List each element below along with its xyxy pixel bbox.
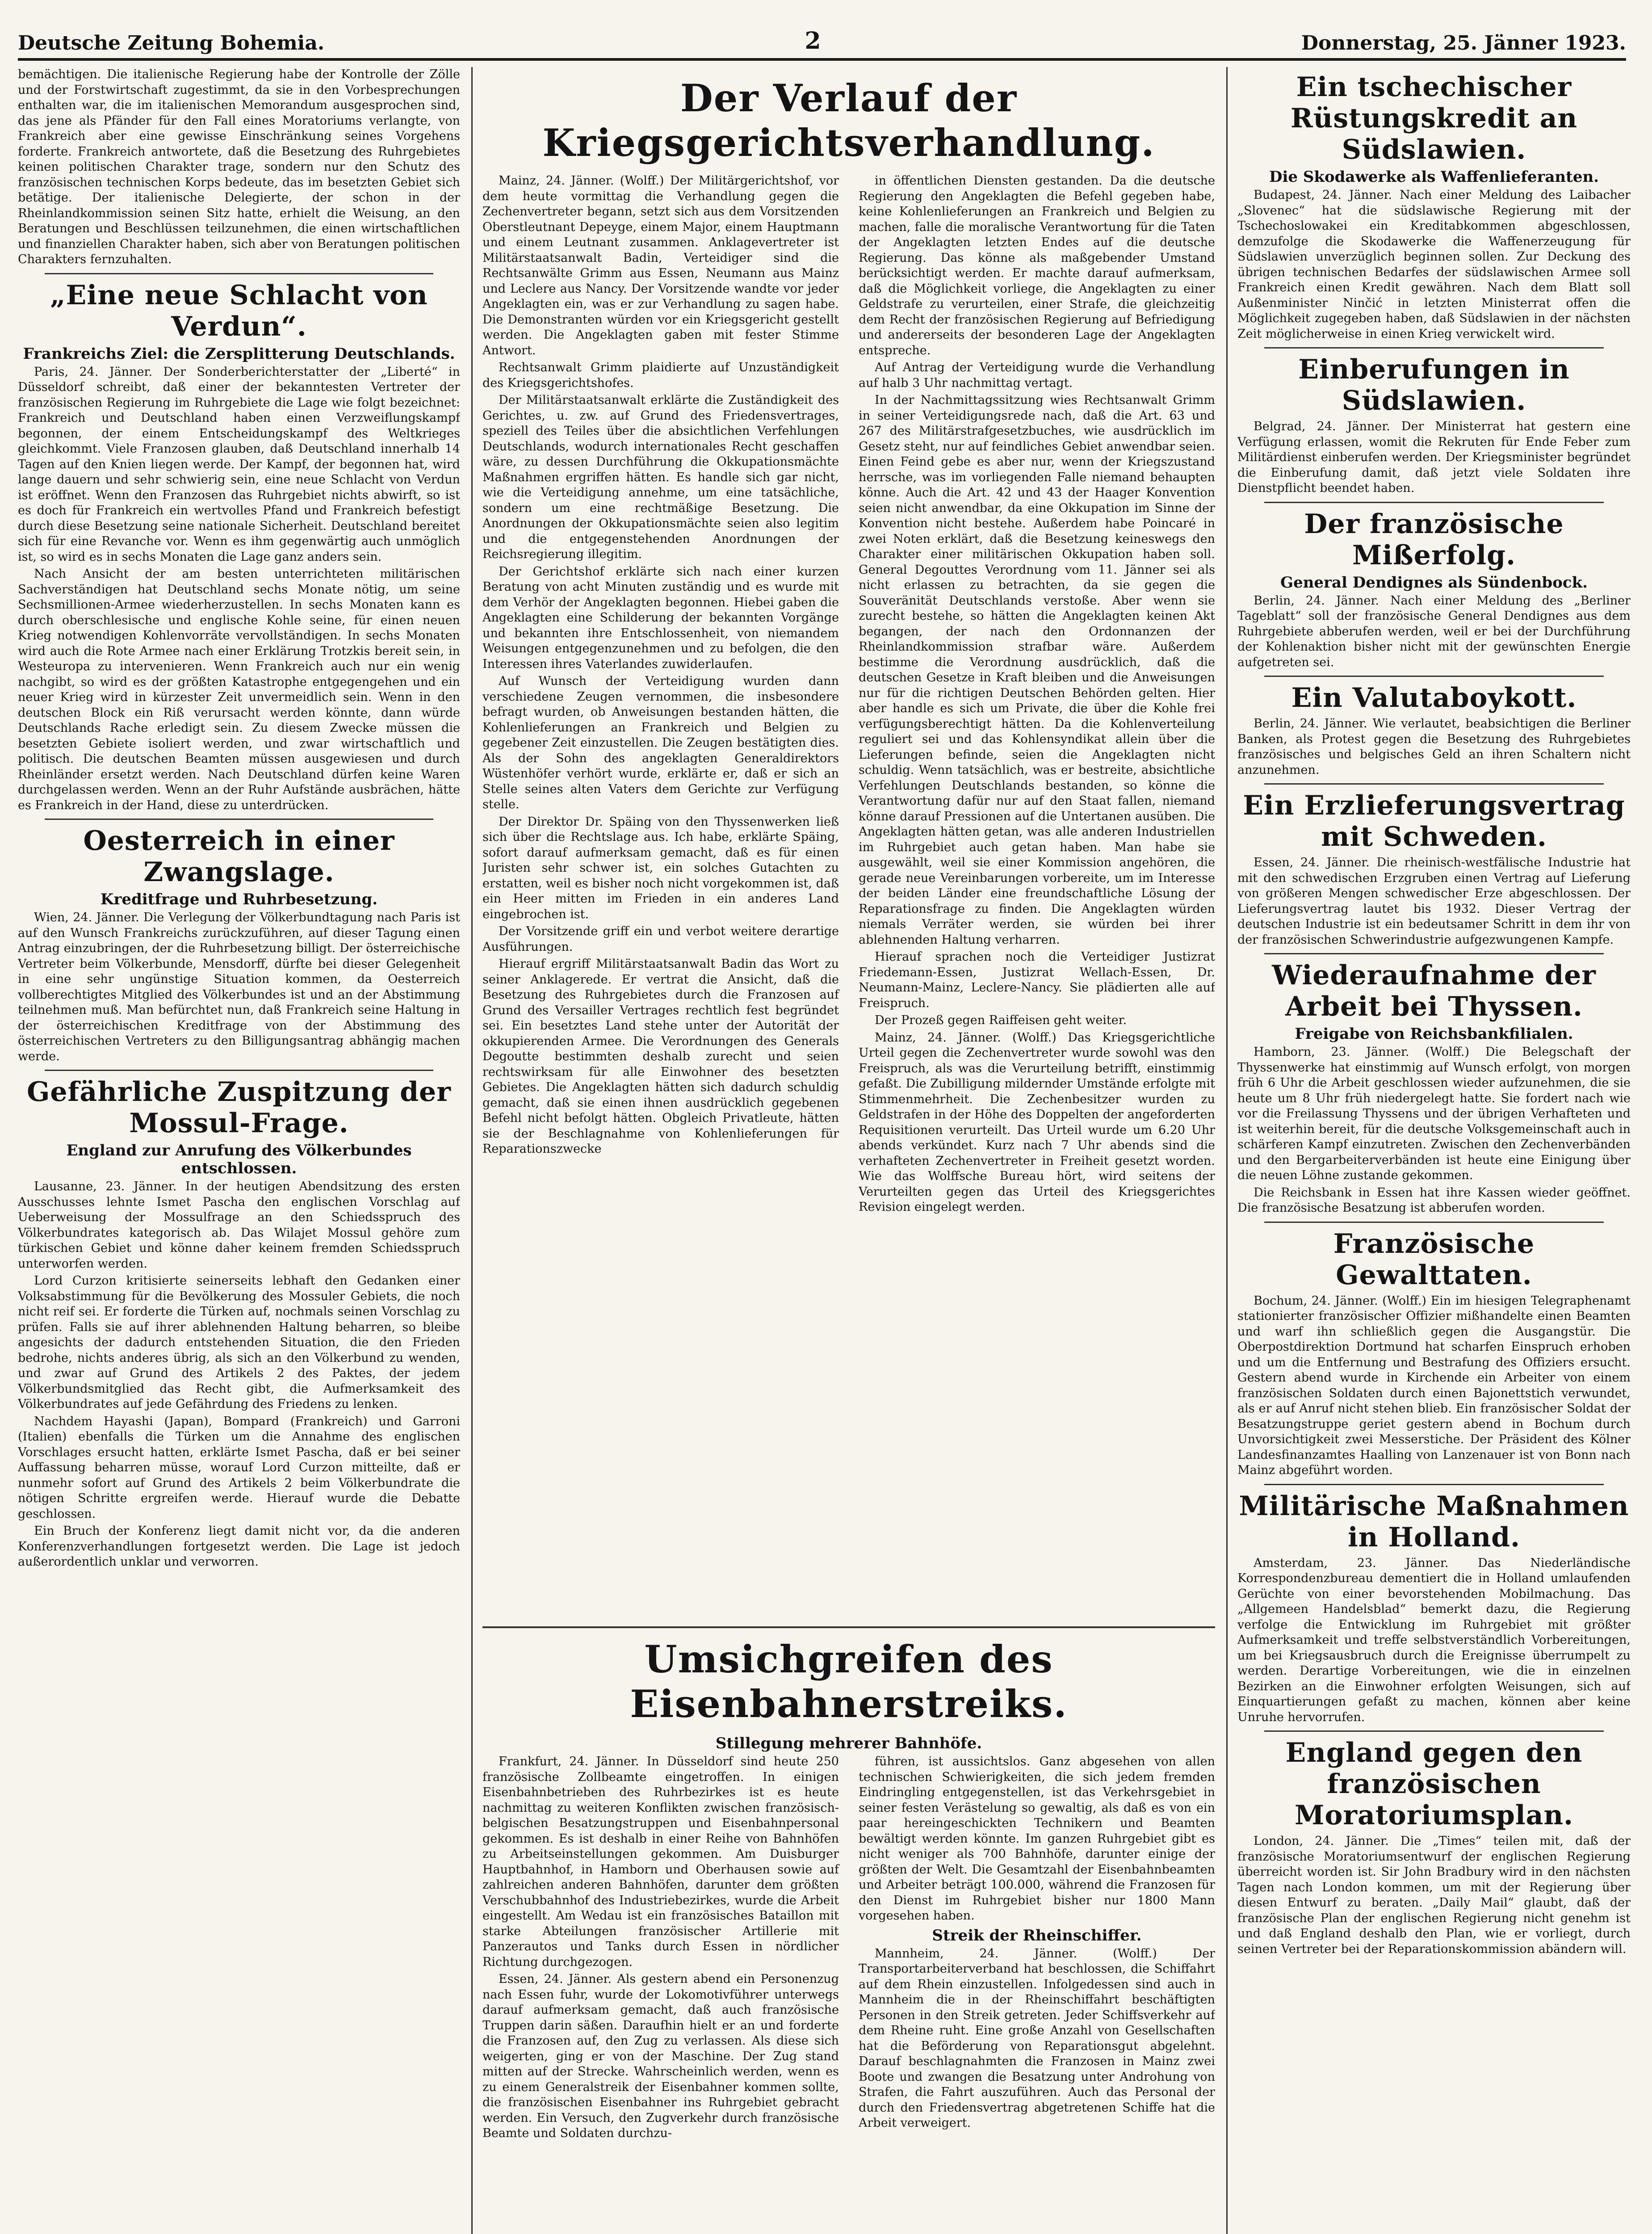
- article-title: Gefährliche Zuspitzung der Mossul-Frage.: [27, 1076, 451, 1139]
- article-text: Berlin, 24. Jänner. Wie verlautet, beabsichtigen die Berliner Banken, als Protest gegen die Besetzung des Ruhrgebietes französisches und belgisches Geld an ihren Schaltern nicht anzunehmen.: [1237, 717, 1631, 777]
- article-separator: [1264, 502, 1604, 503]
- article-text: Der Direktor Dr. Späing von den Thyssenwerken ließ sich über die Rechtslage aus. Ich habe, erklärte Späing, sofort darauf aufmerksam gemacht, daß es für einen Juristen sehr schwer ist, ein solches Gutachten zu erstatten, weil es bisher noch nicht vorgekommen ist, daß ein Heer mitten im Frieden in ein anderes Land eingebrochen ist.: [482, 815, 839, 921]
- article-text: Essen, 24. Jänner. Die rheinisch-westfälische Industrie hat mit den schwedischen Erzgruben einen Vertrag auf Lieferung von größeren Mengen schwedischer Erze abgeschlossen. Der Lieferungsvertrag lautet bis 1932. Dieser Vertrag der deutschen Industrie ist ein bedeutsamer Schritt in dem ihr von der französischen Schwerindustrie aufgezwungenen Kampfe.: [1237, 856, 1631, 947]
- main-article: [482, 67, 1215, 1608]
- article-title: Ein Erzlieferungsvertrag mit Schweden.: [1243, 790, 1625, 852]
- article-subtitle: General Dendignes als Sündenbock.: [1280, 573, 1588, 592]
- article-separator: [1264, 676, 1604, 677]
- article-separator: [1264, 1222, 1604, 1223]
- article-separator: [1264, 1730, 1604, 1732]
- article-title: Der französische Mißerfolg.: [1304, 508, 1564, 571]
- article-subtitle: Streik der Rheinschiffer.: [932, 1926, 1142, 1944]
- article-title: Militärische Maßnahmen in Holland.: [1239, 1490, 1629, 1553]
- article-text: Frankfurt, 24. Jänner. In Düsseldorf sind heute 250 französische Zollbeamte eingetroffen. In einigen Eisenbahnbetrieben des Ruhrbezirkes ist es heute nachmittag zu weiteren Konflikten zwischen französisch-belgischen Besatzungstruppen und Eisenbahnpersonal gekommen. Es ist deshalb in einer Reihe von Bahnhöfen zu Arbeitseinstellungen gekommen. Am Duisburger Hauptbahnhof, in Hamborn und Oberhausen sowie auf zahlreichen anderen Bahnhöfen, darunter dem größten Verschubbahnhof des Industriebezirkes, wurde die Arbeit eingestellt. Am Wedau ist ein französisches Bataillon mit starke Abteilungen französischer Artillerie mit Panzerautos und Tanks durch Essen in nördlicher Richtung durchgezogen.: [482, 1755, 839, 1969]
- article-separator: [45, 1070, 433, 1071]
- article-text: Mannheim, 24. Jänner. (Wolff.) Der Transportarbeiterverband hat beschlossen, die Schiffahrt auf dem Rhein einzustellen. Infolgedessen sind auch in Mannheim die in der Rheinschiffahrt beschäftigten Personen in den Streik getreten. Jeder Schiffsverkehr auf dem Rheine ruht. Eine große Anzahl von Gesellschaften hat die Beförderung von Reparationsgut abgelehnt. Darauf beschlagnahmten die Franzosen in Mainz zwei Boote und zwangen die Besatzung unter Androhung von Strafen, die Fahrt auszuführen. Auch das Personal der durch den Friedensvertrag abgetretenen Schiffe hat die Arbeit verweigert.: [859, 1946, 1215, 2130]
- article-text: Der Gerichtshof erklärte sich nach einer kurzen Beratung von acht Minuten zuständig und es wurde mit dem Verhör der Angeklagten begonnen. Hiebei gaben die Angeklagten eine Schilderung der bekannten Vorgänge und bekannten ihre Entschlossenheit, von niemandem Weisungen entgegenzunehmen und zu befolgen, die den Interessen ihres Vaterlandes zuwiderlaufen.: [482, 564, 839, 671]
- article-text: Berlin, 24. Jänner. Nach einer Meldung des „Berliner Tageblatt“ soll der französische General Dendignes aus dem Ruhrgebiete abberufen werden, weil er bei der Durchführung der Kohlenaktion bisher nicht mit der gewünschten Energie aufgetreten sei.: [1237, 593, 1631, 669]
- article-separator: [1264, 1484, 1604, 1485]
- article-title: England gegen den französischen Moratoriumsplan.: [1285, 1737, 1583, 1831]
- strike-article: [482, 1626, 1215, 2234]
- article-text: Der Militärstaatsanwalt erklärte die Zuständigkeit des Gerichtes, u. zw. auf Grund des Friedensvertrages, speziell des Teiles über die absichtlichen Verfehlungen Deutschlands, wodurch internationales Recht geschaffen wäre, zu dessen Durchführung die Okkupationsmächte Maßnahmen ergriffen hätten. Es handle sich gar nicht, wie die Verteidigung annehme, um eine tatsächliche, sondern um eine rechtmäßige Besetzung. Die Anordnungen der Okkupationsmächte seien also legitim und die entgegenstehenden Anordnungen der Reichsregierung illegitim.: [482, 393, 839, 561]
- main-article-column-a: [482, 173, 839, 1217]
- header-paper-name: Deutsche Zeitung Bohemia.: [18, 32, 325, 55]
- article-text: Der Vorsitzende griff ein und verbot weitere derartige Ausführungen.: [482, 924, 839, 954]
- article-separator: [1264, 347, 1604, 349]
- strike-article-column-a: [482, 1754, 839, 2143]
- article-text: Lausanne, 23. Jänner. In der heutigen Abendsitzung des ersten Ausschusses lehnte Ismet Pascha den englischen Vorschlag auf Ueberweisung der Mossulfrage an den Schiedsspruch des Völkerbundrates kategorisch ab. Das Wilajet Mossul gehöre zum türkischen Gebiet und könne daher keinem fremden Schiedsspruch unterworfen werden.: [18, 1180, 460, 1271]
- main-article-body: [482, 173, 1215, 1217]
- article-text: Hierauf sprachen noch die Verteidiger Justizrat Friedemann-Essen, Justizrat Wellach-Essen, Dr. Neumann-Mainz, Leclere-Nancy. Sie plädierten alle auf Freispruch.: [859, 950, 1215, 1010]
- main-article-title: Der Verlauf der Kriegsgerichtsverhandlung.: [542, 76, 1155, 165]
- article-title: Ein tschechischer Rüstungskredit an Südslawien.: [1290, 71, 1578, 165]
- article-text: Essen, 24. Jänner. Als gestern abend ein Personenzug nach Essen fuhr, wurde der Lokomotivführer unterwegs darauf aufmerksam gemacht, daß auch französische Truppen darin säßen. Daraufhin hielt er an und forderte die Franzosen auf, den Zug zu verlassen. Als diese sich weigerten, ging er von der Maschine. Der Zug stand mitten auf der Strecke. Wahrscheinlich werden, wenn es zu einem Generalstreik der Eisenbahner kommen sollte, die französischen Eisenbahner ins Ruhrgebiet gebracht werden. Ein Versuch, den Zugverkehr durch französische Beamte und Soldaten durchzu-: [482, 1972, 839, 2140]
- article-title: Französische Gewalttaten.: [1333, 1228, 1535, 1291]
- article-title: „Eine neue Schlacht von Verdun“.: [50, 279, 428, 342]
- main-article-column-b: [859, 173, 1215, 1217]
- article-separator: [45, 819, 433, 820]
- article-title: Ein Valutaboykott.: [1291, 682, 1577, 714]
- article-separator: [1264, 783, 1604, 785]
- column-rule: [1226, 67, 1228, 2234]
- column-rule: [471, 67, 473, 2234]
- article-title: Wiederaufnahme der Arbeit bei Thyssen.: [1272, 960, 1596, 1022]
- article-text: führen, ist aussichtslos. Ganz abgesehen von allen technischen Schwierigkeiten, die sich jedem fremden Eindringling entgegenstellen, ist das Verkehrsgebiet in seiner festen Verästelung so gewaltig, als daß es von ein paar hereingeschickten Technikern und Beamten bewältigt werden könnte. Im ganzen Ruhrgebiet gibt es nicht weniger als 700 Bahnhöfe, darunter einige der größten der Welt. Die Gesamtzahl der Eisenbahnbeamten und Arbeiter beträgt 100.000, während die Franzosen für den Dienst im Ruhrgebiet bisher nur 1800 Mann vorgesehen haben.: [859, 1755, 1215, 1923]
- article-title: Oesterreich in einer Zwangslage.: [83, 825, 395, 888]
- strike-article-subtitle: Stillegung mehrerer Bahnhöfe.: [715, 1734, 982, 1752]
- article-text: bemächtigen. Die italienische Regierung habe der Kontrolle der Zölle und der Forstwirtschaft zugestimmt, da sie in den Vorbesprechungen enthalten war, die im italienischen Memorandum ausgesprochen sind, das jene als Pfänder für den Fall eines Moratoriums verlangte, von Frankreich aber eine gewisse Einschränkung seines Vorgehens forderte. Frankreich antwortete, daß die Besetzung des Ruhrgebietes keinen politischen Charakter trage, sondern nur den Schutz des französischen technischen Korps bedeute, das im besetzten Gebiet sich betätige. Der italienische Delegierte, der schon in der Rheinlandkommission seinen Sitz hatte, erhielt die Weisung, an den Beratungen und Beschlüssen teilzunehmen, die einen wirtschaftlichen und finanziellen Charakter haben, sich aber von Beratungen politischen Charakters fernzuhalten.: [18, 67, 460, 266]
- article-subtitle: Kreditfrage und Ruhrbesetzung.: [100, 890, 378, 908]
- article-text: Budapest, 24. Jänner. Nach einer Meldung des Laibacher „Slovenec“ hat die südslawische Regierung mit der Tschechoslowakei ein Kreditabkommen abgeschlossen, demzufolge die Skodawerke die Waffenerzeugung für Südslawien unverzüglich beginnen sollen. Zur Deckung des übrigen technischen Bedarfes der südslawischen Armee soll Frankreich einen Kredit gewähren. Nach dem Blatt soll Außenminister Ninčić in letzten Ministerrat offen die Möglichkeit zugegeben haben, daß Südslawien in der nächsten Zeit möglicherweise in einen Krieg verwickelt wird.: [1237, 188, 1631, 341]
- article-text: Belgrad, 24. Jänner. Der Ministerrat hat gestern eine Verfügung erlassen, womit die Rekruten für Ende Feber zum Militärdienst einberufen werden. Der Kriegsminister begründet die Einberufung damit, daß jetzt viele Soldaten ihre Dienstpflicht beendet haben.: [1237, 420, 1631, 495]
- article-text: Die Reichsbank in Essen hat ihre Kassen wieder geöffnet. Die französische Besatzung ist abberufen worden.: [1237, 1185, 1631, 1215]
- article-text: London, 24. Jänner. Die „Times“ teilen mit, daß der französische Moratoriumsentwurf der englischen Regierung überreicht worden ist. Sir John Bradbury wird in den nächsten Tagen nach London kommen, um mit der Regierung über diesen Entwurf zu beraten. „Daily Mail“ glaubt, daß der französische Plan der englischen Regierung nicht genehm ist und daß England deshalb den Plan, wie er vorliegt, durch seinen Vertreter bei der Reparationskommission abändern will.: [1237, 1834, 1631, 1956]
- article-text: Hamborn, 23. Jänner. (Wolff.) Die Belegschaft der Thyssenwerke hat einstimmig auf Wunsch erfolgt, von morgen früh 6 Uhr die Arbeit geschlossen wieder aufzunehmen, die sie heute um 8 Uhr früh niedergelegt hatte. Sie fordert nach wie vor die Freilassung Thyssens und der übrigen Verhafteten und ist weiterhin bereit, für die deutsche Volksgemeinschaft auch in schärferen Kampf einzutreten. Zwischen den Zechenverbänden und den Bergarbeiterverbänden ist heute eine Einigung über die neuen Löhne zustande gekommen.: [1237, 1045, 1631, 1182]
- strike-article-body: [482, 1754, 1215, 2143]
- article-text: Wien, 24. Jänner. Die Verlegung der Völkerbundtagung nach Paris ist auf den Wunsch Frankreichs zurückzuführen, auf dieser Tagung einen Antrag einzubringen, der die Ruhrbesetzung billigt. Der österreichische Vertreter beim Völkerbunde, Mensdorff, dürfte bei dieser Gelegenheit in eine sehr ungünstige Situation kommen, da Oesterreich vollberechtigtes Mitglied des Völkerbundes ist und an der Abstimmung teilnehmen muß. Man befürchtet nun, daß Frankreich seine Haltung in der österreichischen Kreditfrage von der Abstimmung des österreichischen Vertreters zu den Billigungsantrag abhängig machen werde.: [18, 911, 460, 1063]
- header-page-number: 2: [805, 27, 821, 55]
- article-text: Mainz, 24. Jänner. (Wolff.) Das Kriegsgerichtliche Urteil gegen die Zechenvertreter wurde sowohl was den Freispruch, als was die Verurteilung betrifft, einstimmig gefaßt. Die Zubilligung mildernder Umstände erfolgte mit Stimmenmehrheit. Die Zechenbesitzer wurden zu Geldstrafen in der Höhe des Doppelten der angeforderten Requisitionen verurteilt. Das Urteil wurde um 6.20 Uhr abends verkündet. Kurz nach 7 Uhr abends sind die verhafteten Zechenvertreter in Freiheit gesetzt worden. Wie das Wolffsche Bureau hört, wird seitens der Verurteilten gegen das Urteil des Kriegsgerichtes Revision eingelegt werden.: [859, 1030, 1215, 1214]
- article-text: Lord Curzon kritisierte seinerseits lebhaft den Gedanken einer Volksabstimmung für die Bevölkerung des Mossuler Gebiets, die noch nicht reif sei. Er forderte die Türken auf, nochmals seinen Vorschlag zu prüfen. Falls sie auf ihrer ablehnenden Haltung beharren, so bleibe angesichts der dadurch entstehenden Situation, die den Frieden bedrohe, nichts anderes übrig, als sich an den Völkerbund zu wenden, und zwar auf Grund des Artikels 2 des Paktes, der jedem Völkerbundsmitglied das Recht gibt, die Aufmerksamkeit des Völkerbundrates auf jede Gefährdung des Friedens zu lenken.: [18, 1274, 460, 1411]
- article-text: Hierauf ergriff Militärstaatsanwalt Badin das Wort zu seiner Anklagerede. Er vertrat die Ansicht, daß die Besetzung des Ruhrgebietes durch die Franzosen auf Grund des Versailler Vertrages rechtlich fest begründet sei. Ein besetztes Land stehe unter der Autorität der okkupierenden Armee. Die Verordnungen des Generals Degoutte bestimmten deshalb zurecht und seien rechtswirksam für alle Einwohner des besetzten Gebietes. Die Angeklagten hätten sich dadurch schuldig gemacht, daß sie einen ihnen ausdrücklich gegebenen Befehl nicht befolgt hätten. Obgleich Privatleute, hätten sie der Beschlagnahme von Kohlenlieferungen für Reparationszwecke: [482, 957, 839, 1156]
- strike-article-column-b: [859, 1754, 1215, 2143]
- article-text: Rechtsanwalt Grimm plaidierte auf Unzuständigkeit des Kriegsgerichtshofes.: [482, 361, 839, 390]
- article-text: Der Prozeß gegen Raiffeisen geht weiter.: [875, 1013, 1127, 1027]
- strike-article-title: Umsichgreifen des Eisenbahnerstreiks.: [630, 1637, 1068, 1726]
- article-subtitle: Die Skodawerke als Waffenlieferanten.: [1269, 168, 1599, 186]
- article-text: Amsterdam, 23. Jänner. Das Niederländische Korrespondenzbureau dementiert die in Holland umlaufenden Gerüchte von einer bevorstehenden Mobilmachung. Das „Allgemeen Handelsblad“ bemerkt dazu, die Regierung verfolge die Entwicklung im Ruhrgebiet mit größter Aufmerksamkeit und treffe selbstverständlich Vorbereitungen, um bei Kriegsausbruch durch die Ereignisse überrumpelt zu werden. Derartige Vorbereitungen, wie die in einzelnen Bezirken an die Einwohner erfolgten Weisungen, sich auf Einquartierungen gefaßt zu machen, können aber keine Unruhe hervorrufen.: [1237, 1556, 1631, 1724]
- article-separator: [45, 273, 433, 274]
- column-4: [1237, 67, 1631, 2234]
- article-subtitle: Frankreichs Ziel: die Zersplitterung Deutschlands.: [23, 344, 455, 363]
- article-title: Einberufungen in Südslawien.: [1298, 354, 1570, 416]
- article-subtitle: England zur Anrufung des Völkerbundes entschlossen.: [66, 1142, 412, 1177]
- header-date: Donnerstag, 25. Jänner 1923.: [1301, 32, 1626, 55]
- article-text: Auf Wunsch der Verteidigung wurden dann verschiedene Zeugen vernommen, die insbesondere befragt wurden, ob Anweisungen bestanden hätten, die Kohlenlieferungen an Frankreich und Belgien zu gegebener Zeit einzustellen. Die Zeugen bestätigten dies. Als der Sohn des angeklagten Generaldirektors Wüstenhöfer verhört wurde, erklärte er, daß er sich an Stelle seines alten Vaters dem Gerichte zur Verfügung stelle.: [482, 674, 839, 811]
- article-text: Nachdem Hayashi (Japan), Bompard (Frankreich) und Garroni (Italien) ebenfalls die Türken um die Annahme des englischen Vorschlages ersucht hatten, erklärte Ismet Pascha, daß er bei seiner Auffassung beharren müsse, worauf Lord Curzon mitteilte, daß er nunmehr sofort auf Grund des Artikels 2 beim Völkerbundrate die nötigen Schritte ergreifen werde. Hierauf wurde die Debatte geschlossen.: [18, 1414, 460, 1521]
- article-text: Bochum, 24. Jänner. (Wolff.) Ein im hiesigen Telegraphenamt stationierter französischer Offizier mißhandelte einen Beamten und warf ihn schließlich gegen die Ausgangstür. Die Oberpostdirektion Dortmund hat scharfen Einspruch erhoben und um die Entfernung und Bestrafung des Offiziers ersucht. Gestern abend wurde in Kirchende ein Arbeiter von einem französischen Soldaten durch einen Bajonettstich verwundet, als er auf Anruf nicht stehen blieb. Ein französischer Soldat der Besatzungstruppe geriet gestern abend in Bochum durch Unvorsichtigkeit zwei Messerstiche. Der Präsident des Kölner Landesfinanzamtes Haalling von Lanzenauer ist von Bonn nach Mainz abgeführt worden.: [1237, 1293, 1631, 1477]
- article-text: in öffentlichen Diensten gestanden. Da die deutsche Regierung den Angeklagten die Befehl gegeben habe, keine Kohlenlieferungen an Frankreich und Belgien zu machen, falle die moralische Verantwortung für die Taten der Angeklagten letzten Endes auf die deutsche Regierung. Das könne als maßgebender Umstand berücksichtigt werden. Er machte darauf aufmerksam, daß die Möglichkeit vorliege, die Angeklagten zu einer Geldstrafe zu verurteilen, einer Strafe, die gleichzeitig dem Recht der französischen Regierung auf Befriedigung und andererseits der besonderen Lage der Angeklagten entspreche.: [859, 174, 1215, 357]
- article-text: Mainz, 24. Jänner. (Wolff.) Der Militärgerichtshof, vor dem heute vormittag die Verhandlung gegen die Zechenvertreter begann, setzt sich aus dem Vorsitzenden Oberstleutnant Depeyge, einem Major, einem Hauptmann und einem Leutnant zusammen. Anklagevertreter ist Militärstaatsanwalt Badin, Verteidiger sind die Rechtsanwälte Grimm aus Essen, Neumann aus Mainz und Leclere aus Nancy. Der Vorsitzende wandte vor jeder Angeklagten ein, was er zur Verhandlung zu sagen habe. Die Demonstranten würden vor ein Kriegsgericht gestellt werden. Die Angeklagten gaben mit fester Stimme Antwort.: [482, 174, 839, 357]
- article-subtitle: Freigabe von Reichsbankfilialen.: [1295, 1025, 1573, 1043]
- article-text: Auf Antrag der Verteidigung wurde die Verhandlung auf halb 3 Uhr nachmittag vertagt.: [859, 361, 1215, 390]
- article-text: Paris, 24. Jänner. Der Sonderberichterstatter der „Liberté“ in Düsseldorf schreibt, daß einer der bekanntesten Vertreter der französischen Regierung im Ruhrgebiete die Lage wie folgt bezeichnet: Frankreich und Deutschland haben einen Verzweiflungskampf begonnen, der einem Entscheidungskampf des Weltkrieges gleichkommt. Viele Franzosen glauben, daß Deutschland innerhalb 14 Tagen auf den Knien liegen werde. Der Kampf, der begonnen hat, wird lange dauern und sehr schwierig sein, eine neue Schlacht von Verdun ist eröffnet. Wenn den Franzosen das Ruhrgebiet nichts abwirft, so ist es doch für Frankreich ein wertvolles Pfand und Frankreich befestigt durch diese Besetzung seine nationale Sicherheit. Deutschland bereitet sich für eine Revanche vor. Wenn es ihm gegenwärtig auch unmöglich ist, so wird es in sechs Monaten die Lage ganz anders sein.: [18, 365, 460, 564]
- page-header: [18, 17, 1626, 61]
- article-text: Nach Ansicht der am besten unterrichteten militärischen Sachverständigen hat Deutschland sechs Monate nötig, um seine Sechsmillionen-Armee wiederherzustellen. In sechs Monaten kann es durch oberschlesische und englische Kohle seine, für einen neuen Krieg notwendigen Kohlenvorräte vervollständigen. In sechs Monaten wird auch die Rote Armee nach einer Erklärung Trotzkis bereit sein, in Westeuropa zu intervenieren. Wenn Frankreich auch nur ein wenig nachgibt, so wird es der größten Katastrophe entgegengehen und ein neuer Krieg wird in kürzester Zeit unvermeidlich sein. Wenn in den deutschen Block ein Riß verursacht werden könnte, dann würde Deutschlands Rache erledigt sein. Zu diesem Zwecke müssen die besetzten Gebiete isoliert werden, und zwar wirtschaftlich und politisch. Die deutschen Beamten müssen ausgewiesen und durch Rheinländer ersetzt werden. Nach Deutschland dürfen keine Waren durchgelassen werden. Wenn an der Ruhr Aufstände ausbrächen, hätte es Frankreich in der Hand, diese zu unterdrücken.: [18, 567, 460, 812]
- article-text: In der Nachmittagssitzung wies Rechtsanwalt Grimm in seiner Verteidigungsrede nach, daß die Art. 63 und 267 des Militärstrafgesetzbuches, wie ausdrücklich im Gesetz steht, nur auf feindliches Gebiet anwendbar seien. Einen Feind gebe es aber nur, wenn der Kriegszustand herrsche, was im vorliegenden Falle niemand behaupten könne. Auch die Art. 42 und 43 der Haager Konvention seien nicht anwendbar, da eine Okkupation im Sinne der Konvention nicht bestehe. Außerdem habe Poincaré in zwei Noten erklärt, daß die Besetzung keineswegs den Charakter einer militärischen Okkupation haben soll. General Degouttes Verordnung vom 11. Jänner sei als nicht erlassen zu betrachten, da sie gegen die Souveränität Deutschlands verstoße. Aber wenn sie zurecht bestehe, so hätten die Angeklagten keinen Akt begangen, der nach den Ordonnanzen der Rheinlandkommission strafbar wäre. Außerdem bestimme die Verordnung ausdrücklich, daß die deutschen Gesetze in Kraft bleiben und die Anweisungen nur für die richtigen Deutschen Behörden gelten. Hier aber handle es sich um Private, die über die Kohle frei verfügungsberechtigt hätten. Da die Kohlenverteilung reguliert sei und das Kohlensyndikat allein über die Lieferungen befinde, seien die Angeklagten nicht schuldig. Wenn tatsächlich, was er bestreite, absichtliche Verfehlungen Deutschlands bestanden, so könne die Verantwortung dafür nur auf den Staat fallen, niemand könne darauf Pressionen auf die Untertanen ausüben. Die Angeklagten hätten getan, was alle anderen Industriellen im Ruhrgebiet auch getan haben. Man habe sie ausgewählt, weil sie einer Kommission angehören, die gerade neue Vereinbarungen vorbereite, um im Interesse der beiden Länder eine freundschaftliche Lösung der Reparationsfrage zu finden. Die Angeklagten würden niemals Verräter werden, sie würden bei ihrer ablehnenden Haltung verharren.: [859, 393, 1215, 947]
- column-1: [18, 67, 460, 2234]
- article-text: Ein Bruch der Konferenz liegt damit nicht vor, da die anderen Konferenzverhandlungen fortgesetzt werden. Die Lage ist jedoch außerordentlich unklar und verworren.: [18, 1524, 460, 1569]
- article-separator: [1264, 953, 1604, 954]
